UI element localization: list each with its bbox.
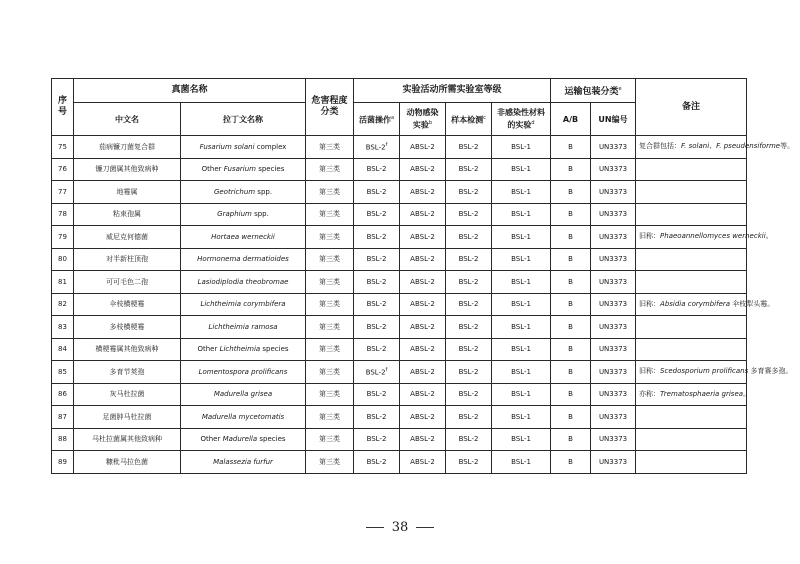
note-prefix: 旧称： xyxy=(639,232,661,241)
note-suffix: 等。 xyxy=(780,142,795,151)
header-transport-sup: e xyxy=(618,85,622,92)
cell-latin-name xyxy=(181,428,306,451)
header-notes: 备注 xyxy=(636,79,747,136)
table-body xyxy=(52,136,795,474)
cell-live xyxy=(354,451,400,474)
cell-cn-name: 多枝横梗霉 xyxy=(74,316,181,339)
cell-noninf: BSL-1 xyxy=(492,203,551,226)
header-noninf xyxy=(492,103,551,136)
table-row xyxy=(52,406,747,429)
cell-noninf: BSL-1 xyxy=(492,248,551,271)
header-hazard: 危害程度分类 xyxy=(306,79,354,136)
cell-hazard: 第三类 xyxy=(306,383,354,406)
cell-un: UN3373 xyxy=(591,338,636,361)
cell-cn-name: 灰马杜拉菌 xyxy=(74,383,181,406)
table-row xyxy=(52,181,747,204)
cell-sample: BSL-2 xyxy=(446,338,492,361)
header-live xyxy=(354,103,400,136)
live-value: BSL-2 xyxy=(366,435,387,444)
live-value: BSL-2 xyxy=(366,457,387,466)
cell-hazard: 第三类 xyxy=(306,226,354,249)
cell-cn-name: 可可毛色二孢 xyxy=(74,271,181,294)
live-value: BSL-2 xyxy=(366,232,387,241)
cell-no: 81 xyxy=(52,271,74,294)
cell-notes xyxy=(636,136,795,159)
cell-noninf: BSL-1 xyxy=(492,181,551,204)
cell-hazard: 第三类 xyxy=(306,136,354,159)
latin-prefix: Other xyxy=(201,165,224,174)
note-suffix: 。 xyxy=(765,232,773,241)
cell-live xyxy=(354,293,400,316)
table-row xyxy=(52,203,747,226)
page-dash-left xyxy=(366,527,384,528)
header-live-label: 活菌操作 xyxy=(358,115,391,125)
cell-hazard: 第三类 xyxy=(306,158,354,181)
cell-sample: BSL-2 xyxy=(446,361,492,384)
header-ab: A/B xyxy=(551,103,591,136)
cell-noninf: BSL-1 xyxy=(492,451,551,474)
cell-ab: B xyxy=(551,136,591,159)
cell-no: 80 xyxy=(52,248,74,271)
cell-un: UN3373 xyxy=(591,451,636,474)
live-value: BSL-2 xyxy=(366,210,387,219)
cell-live xyxy=(354,158,400,181)
header-cn-name: 中文名 xyxy=(74,103,181,136)
note-suffix: 多育赛多孢。 xyxy=(748,367,793,376)
cell-live xyxy=(354,226,400,249)
cell-un: UN3373 xyxy=(591,181,636,204)
header-transport-label: 运输包装分类 xyxy=(564,86,619,97)
cell-sample: BSL-2 xyxy=(446,271,492,294)
cell-cn-name: 马杜拉菌属其他致病种 xyxy=(74,428,181,451)
cell-sample: BSL-2 xyxy=(446,428,492,451)
cell-sample: BSL-2 xyxy=(446,383,492,406)
header-animal-sup: b xyxy=(428,120,433,127)
cell-un: UN3373 xyxy=(591,406,636,429)
cell-un: UN3373 xyxy=(591,203,636,226)
note-suffix: 伞枝犁头霉。 xyxy=(730,299,775,308)
note-italic: Scedosporium prolificans xyxy=(660,367,749,376)
latin-italic: Malassezia furfur xyxy=(213,457,273,466)
table-row xyxy=(52,316,747,339)
live-value: BSL-2 xyxy=(366,165,387,174)
cell-latin-name xyxy=(181,181,306,204)
latin-italic: Lichtheimia xyxy=(219,345,261,354)
cell-notes xyxy=(636,316,747,339)
latin-italic: Lichtheimia corymbifera xyxy=(200,300,286,309)
cell-notes xyxy=(636,293,775,316)
header-un: UN编号 xyxy=(591,103,636,136)
cell-un: UN3373 xyxy=(591,316,636,339)
cell-live xyxy=(354,271,400,294)
live-value: BSL-2 xyxy=(366,390,387,399)
cell-live xyxy=(354,316,400,339)
latin-prefix: Other xyxy=(197,345,220,354)
cell-live xyxy=(354,406,400,429)
cell-cn-name: 多育节荚孢 xyxy=(74,361,181,384)
latin-italic: Fusarium solani xyxy=(199,142,255,151)
live-value: BSL-2 xyxy=(366,345,387,354)
cell-sample: BSL-2 xyxy=(446,451,492,474)
cell-noninf: BSL-1 xyxy=(492,316,551,339)
cell-un: UN3373 xyxy=(591,361,636,384)
cell-noninf: BSL-1 xyxy=(492,406,551,429)
header-latin-name: 拉丁文名称 xyxy=(181,103,306,136)
cell-live xyxy=(354,428,400,451)
latin-suffix: complex xyxy=(254,142,287,151)
latin-italic: Lomentospora prolificans xyxy=(198,367,288,376)
live-value: BSL-2 xyxy=(366,322,387,331)
cell-animal: ABSL-2 xyxy=(400,293,446,316)
header-lab-group: 实验活动所需实验室等级 xyxy=(354,79,551,103)
note-prefix: 复合群包括： xyxy=(639,142,682,151)
cell-animal: ABSL-2 xyxy=(400,316,446,339)
cell-notes xyxy=(636,203,747,226)
cell-notes xyxy=(636,248,747,271)
cell-un: UN3373 xyxy=(591,271,636,294)
cell-noninf: BSL-1 xyxy=(492,158,551,181)
cell-ab: B xyxy=(551,338,591,361)
cell-latin-name xyxy=(181,136,306,159)
latin-suffix: species xyxy=(260,345,289,354)
cell-ab: B xyxy=(551,428,591,451)
cell-no: 86 xyxy=(52,383,74,406)
latin-italic: Madurella mycetomatis xyxy=(201,412,285,421)
table-row xyxy=(52,158,747,181)
cell-sample: BSL-2 xyxy=(446,406,492,429)
cell-noninf: BSL-1 xyxy=(492,271,551,294)
cell-hazard: 第三类 xyxy=(306,361,354,384)
latin-italic: Lasiodiplodia theobromae xyxy=(197,277,289,286)
cell-latin-name xyxy=(181,406,306,429)
cell-animal: ABSL-2 xyxy=(400,158,446,181)
cell-no: 84 xyxy=(52,338,74,361)
cell-no: 83 xyxy=(52,316,74,339)
cell-notes xyxy=(636,383,751,406)
cell-un: UN3373 xyxy=(591,428,636,451)
cell-notes xyxy=(636,271,747,294)
table-row xyxy=(52,293,747,316)
cell-hazard: 第三类 xyxy=(306,316,354,339)
cell-latin-name xyxy=(181,338,306,361)
latin-italic: Madurella xyxy=(222,435,258,444)
cell-ab: B xyxy=(551,203,591,226)
cell-sample: BSL-2 xyxy=(446,316,492,339)
latin-suffix: spp. xyxy=(251,210,269,219)
live-value: BSL-2 xyxy=(366,255,387,264)
cell-no: 78 xyxy=(52,203,74,226)
cell-latin-name xyxy=(181,361,306,384)
cell-live xyxy=(354,136,400,159)
note-prefix: 旧称： xyxy=(639,299,661,308)
cell-sample: BSL-2 xyxy=(446,158,492,181)
header-sample xyxy=(446,103,492,136)
cell-latin-name xyxy=(181,158,306,181)
cell-un: UN3373 xyxy=(591,248,636,271)
cell-cn-name: 对半新柱顶孢 xyxy=(74,248,181,271)
header-sample-sup: c xyxy=(483,114,486,121)
cell-latin-name xyxy=(181,226,306,249)
cell-no: 75 xyxy=(52,136,74,159)
cell-live xyxy=(354,361,400,384)
live-value: BSL-2 xyxy=(366,412,387,421)
cell-animal: ABSL-2 xyxy=(400,361,446,384)
cell-notes xyxy=(636,338,747,361)
table-row xyxy=(52,428,747,451)
cell-hazard: 第三类 xyxy=(306,406,354,429)
cell-hazard: 第三类 xyxy=(306,271,354,294)
cell-un: UN3373 xyxy=(591,293,636,316)
cell-cn-name: 镰刀菌属其他致病种 xyxy=(74,158,181,181)
cell-live xyxy=(354,181,400,204)
cell-animal: ABSL-2 xyxy=(400,406,446,429)
cell-noninf: BSL-1 xyxy=(492,383,551,406)
cell-no: 88 xyxy=(52,428,74,451)
cell-no: 89 xyxy=(52,451,74,474)
table-row xyxy=(52,226,747,249)
cell-noninf: BSL-1 xyxy=(492,136,551,159)
cell-ab: B xyxy=(551,316,591,339)
cell-ab: B xyxy=(551,451,591,474)
cell-live xyxy=(354,203,400,226)
live-value: BSL-2 xyxy=(366,300,387,309)
note-italic: Absidia corymbifera xyxy=(660,299,731,308)
cell-un: UN3373 xyxy=(591,136,636,159)
cell-ab: B xyxy=(551,361,591,384)
cell-noninf: BSL-1 xyxy=(492,293,551,316)
cell-cn-name: 威尼克何德菌 xyxy=(74,226,181,249)
table-row xyxy=(52,248,747,271)
cell-cn-name: 横梗霉属其他致病种 xyxy=(74,338,181,361)
cell-sample: BSL-2 xyxy=(446,248,492,271)
live-value: BSL-2 xyxy=(365,143,386,152)
table-row xyxy=(52,338,747,361)
cell-latin-name xyxy=(181,293,306,316)
cell-latin-name xyxy=(181,271,306,294)
cell-animal: ABSL-2 xyxy=(400,181,446,204)
table-row xyxy=(52,383,747,406)
cell-no: 79 xyxy=(52,226,74,249)
live-value: BSL-2 xyxy=(366,277,387,286)
live-value: BSL-2 xyxy=(365,368,386,377)
latin-suffix: species xyxy=(257,435,286,444)
header-seq: 序号 xyxy=(52,79,74,136)
cell-hazard: 第三类 xyxy=(306,181,354,204)
latin-italic: Madurella grisea xyxy=(213,390,273,399)
note-prefix: 旧称： xyxy=(639,367,661,376)
cell-hazard: 第三类 xyxy=(306,203,354,226)
cell-cn-name: 足菌肿马杜拉菌 xyxy=(74,406,181,429)
cell-animal: ABSL-2 xyxy=(400,338,446,361)
cell-animal: ABSL-2 xyxy=(400,383,446,406)
cell-live xyxy=(354,383,400,406)
header-animal xyxy=(400,103,446,136)
cell-sample: BSL-2 xyxy=(446,293,492,316)
live-value: BSL-2 xyxy=(366,187,387,196)
cell-hazard: 第三类 xyxy=(306,428,354,451)
page-number-text: 38 xyxy=(391,520,409,535)
cell-animal: ABSL-2 xyxy=(400,203,446,226)
cell-sample: BSL-2 xyxy=(446,203,492,226)
cell-cn-name: 茄病镰刀菌复合群 xyxy=(74,136,181,159)
cell-ab: B xyxy=(551,158,591,181)
cell-sample: BSL-2 xyxy=(446,226,492,249)
cell-noninf: BSL-1 xyxy=(492,428,551,451)
note-italic: F. solani、F. pseudensiforme xyxy=(681,142,781,151)
cell-cn-name: 伞枝横梗霉 xyxy=(74,293,181,316)
table-row xyxy=(52,271,747,294)
cell-no: 85 xyxy=(52,361,74,384)
header-transport-group xyxy=(551,79,636,103)
latin-italic: Hortaea werneckii xyxy=(211,232,275,241)
cell-no: 82 xyxy=(52,293,74,316)
cell-notes xyxy=(636,158,747,181)
cell-ab: B xyxy=(551,406,591,429)
latin-italic: Hormonema dermatioides xyxy=(197,255,289,264)
cell-ab: B xyxy=(551,271,591,294)
note-prefix: 亦称： xyxy=(639,389,661,398)
cell-noninf: BSL-1 xyxy=(492,226,551,249)
cell-notes xyxy=(636,406,747,429)
cell-ab: B xyxy=(551,293,591,316)
header-noninf-sup: d xyxy=(531,120,535,127)
header-live-sup: a xyxy=(390,114,395,121)
cell-sample: BSL-2 xyxy=(446,136,492,159)
header-animal-label: 动物感染实验 xyxy=(406,108,439,130)
header-noninf-label: 非感染性材料的实验 xyxy=(497,108,546,130)
cell-animal: ABSL-2 xyxy=(400,226,446,249)
cell-noninf: BSL-1 xyxy=(492,338,551,361)
cell-live xyxy=(354,338,400,361)
table-row xyxy=(52,451,747,474)
cell-notes xyxy=(636,451,747,474)
table-row xyxy=(52,361,747,384)
cell-no: 77 xyxy=(52,181,74,204)
note-italic: Trematosphaeria grisea xyxy=(660,389,744,398)
cell-latin-name xyxy=(181,248,306,271)
cell-notes xyxy=(636,361,793,384)
cell-animal: ABSL-2 xyxy=(400,248,446,271)
latin-italic: Fusarium xyxy=(223,165,256,174)
header-name-group: 真菌名称 xyxy=(74,79,306,103)
latin-italic: Geotrichum xyxy=(213,187,256,196)
note-suffix: 。 xyxy=(743,389,751,398)
cell-notes xyxy=(636,181,747,204)
cell-ab: B xyxy=(551,181,591,204)
latin-suffix: species xyxy=(255,165,285,174)
cell-latin-name xyxy=(181,203,306,226)
cell-hazard: 第三类 xyxy=(306,338,354,361)
cell-ab: B xyxy=(551,383,591,406)
cell-latin-name xyxy=(181,316,306,339)
page-number xyxy=(0,520,800,535)
cell-sample: BSL-2 xyxy=(446,181,492,204)
cell-animal: ABSL-2 xyxy=(400,271,446,294)
fungi-table xyxy=(51,78,795,474)
cell-animal: ABSL-2 xyxy=(400,451,446,474)
page-dash-right xyxy=(416,527,434,528)
cell-ab: B xyxy=(551,226,591,249)
cell-cn-name: 粘束孢属 xyxy=(74,203,181,226)
cell-hazard: 第三类 xyxy=(306,248,354,271)
cell-un: UN3373 xyxy=(591,383,636,406)
cell-no: 76 xyxy=(52,158,74,181)
cell-cn-name: 地霉属 xyxy=(74,181,181,204)
table-row xyxy=(52,136,747,159)
cell-noninf: BSL-1 xyxy=(492,361,551,384)
cell-animal: ABSL-2 xyxy=(400,428,446,451)
cell-latin-name xyxy=(181,451,306,474)
cell-ab: B xyxy=(551,248,591,271)
cell-live xyxy=(354,248,400,271)
cell-notes xyxy=(636,428,747,451)
cell-no: 87 xyxy=(52,406,74,429)
cell-animal: ABSL-2 xyxy=(400,136,446,159)
cell-latin-name xyxy=(181,383,306,406)
cell-hazard: 第三类 xyxy=(306,293,354,316)
live-sup: f xyxy=(385,367,388,374)
latin-suffix: spp. xyxy=(255,187,273,196)
live-sup: f xyxy=(385,142,388,149)
cell-un: UN3373 xyxy=(591,226,636,249)
latin-prefix: Other xyxy=(200,435,223,444)
latin-italic: Lichtheimia ramosa xyxy=(208,322,278,331)
latin-italic: Graphium xyxy=(217,210,252,219)
cell-un: UN3373 xyxy=(591,158,636,181)
note-italic: Phaeoannellomyces werneckii xyxy=(660,232,766,241)
header-sample-label: 样本检测 xyxy=(451,115,484,125)
cell-notes xyxy=(636,226,773,249)
cell-hazard: 第三类 xyxy=(306,451,354,474)
cell-cn-name: 糠秕马拉色菌 xyxy=(74,451,181,474)
